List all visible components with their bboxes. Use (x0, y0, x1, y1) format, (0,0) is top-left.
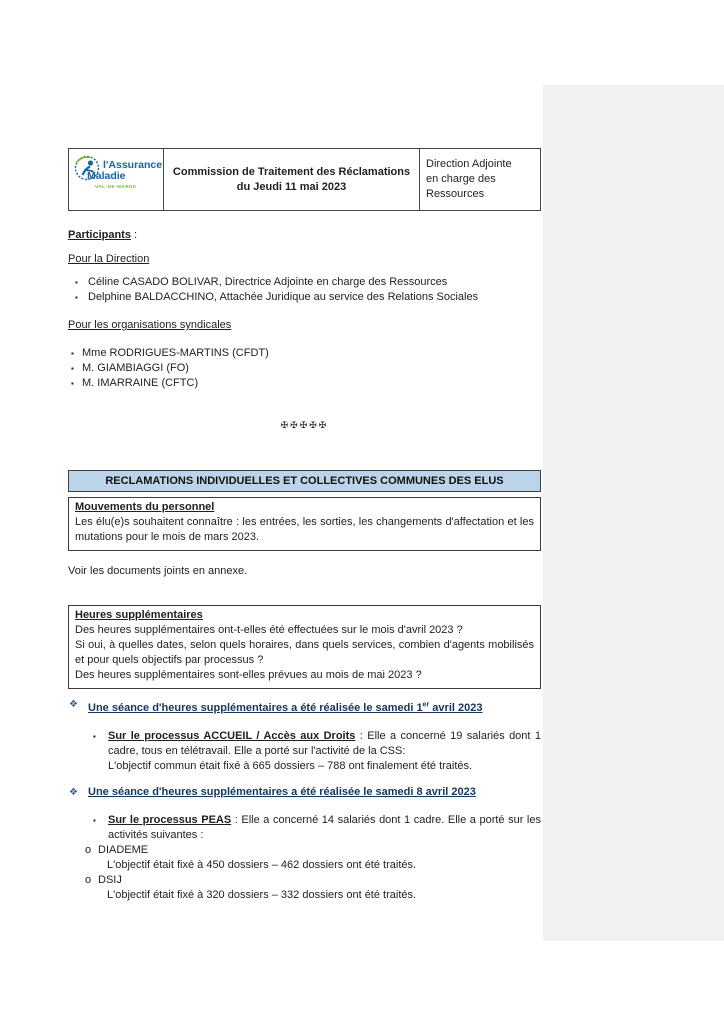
activity-objective: L'objectif était fixé à 450 dossiers – 462 dossiers ont été traités. (107, 858, 417, 871)
mouvements-title: Mouvements du personnel (75, 501, 215, 513)
square-bullet-icon: ▪ (71, 379, 74, 388)
meeting-title-line1: Commission de Traitement des Réclamations (172, 165, 411, 178)
list-item (68, 361, 541, 376)
annexe-note: Voir les documents joints en annexe. (68, 565, 248, 577)
member-name: Mme RODRIGUES-MARTINS (CFDT) (82, 347, 269, 359)
square-bullet-icon: ▪ (75, 278, 78, 287)
heures-title: Heures supplémentaires (75, 609, 203, 621)
seance2-process-text: Sur le processus PEAS : Elle a concerné 14 salariés dont 1 cadre. Elle a porté sur les activités suivantes : (108, 813, 541, 841)
heures-question-1: Des heures supplémentaires ont-t-elles été effectuées sur le mois d'avril 2023 ? (75, 624, 463, 636)
ordinal-superscript: er (422, 701, 430, 708)
activity-name-label: DIADEME (98, 843, 149, 856)
logo-brand-line1: l'Assurance (103, 159, 163, 171)
list-item (68, 290, 541, 305)
logo-cell (69, 149, 164, 210)
square-bullet-icon: ▪ (93, 815, 96, 825)
meeting-title-line2: du Jeudi 11 mai 2023 (236, 180, 347, 193)
activity-objective: L'objectif était fixé à 320 dossiers – 332 dossiers ont été traités. (107, 888, 417, 901)
list-item (68, 275, 541, 290)
direction-cell (420, 149, 539, 210)
activity-item (68, 843, 541, 858)
seance2-heading: ❖ Une séance d'heures supplémentaires a été réalisée le samedi 8 avril 2023 (69, 785, 476, 798)
maltese-cross-divider-icon: ✠✠✠✠✠ (280, 420, 329, 430)
seance1-objective: L'objectif commun était fixé à 665 dossiers – 788 ont finalement été traités. (108, 759, 473, 772)
square-bullet-icon: ▪ (71, 364, 74, 373)
unions-subheading: Pour les organisations syndicales (68, 319, 232, 331)
heures-box (68, 605, 541, 689)
direction-subheading: Pour la Direction (68, 253, 150, 265)
assurance-maladie-logo-icon (73, 153, 105, 189)
seance1-process-text: Sur le processus ACCUEIL / Accès aux Droits : Elle a concerné 19 salariés dont 1 cadre, tous en télétravail. Elle a porté sur l'activité de la CSS: (108, 729, 541, 757)
heures-question-2: Si oui, à quelles dates, selon quels horaires, dans quels services, combien d'agents mobilisés et pour quels objectifs par processus ? (75, 639, 534, 666)
diamond-bullet-icon: ❖ (69, 786, 78, 798)
list-item (68, 346, 541, 361)
square-bullet-icon: ▪ (71, 349, 74, 358)
page-edge-gray-area (543, 85, 724, 941)
circle-bullet-icon: o (85, 873, 92, 886)
seance2-process-block (68, 813, 541, 843)
participants-heading: Participants : (68, 229, 138, 241)
heures-question-3: Des heures supplémentaires sont-elles prévues au mois de mai 2023 ? (75, 669, 422, 681)
direction-line1: Direction Adjointe (426, 158, 512, 170)
union-members-list (68, 346, 541, 391)
logo-region-label: VAL-DE-MARNE (95, 184, 137, 189)
mouvements-body: Les élu(e)s souhaitent connaître : les entrées, les sorties, les changements d'affectation et les mutations pour le mois de mars 2023. (75, 516, 534, 543)
seance1-heading: ❖ Une séance d'heures supplémentaires a été réalisée le samedi 1er avril 2023 (69, 699, 483, 714)
activity-item (68, 873, 541, 888)
square-bullet-icon: ▪ (93, 731, 96, 741)
member-name: Céline CASADO BOLIVAR, Directrice Adjointe en charge des Ressources (88, 276, 448, 288)
circle-bullet-icon: o (85, 843, 92, 856)
member-name: M. GIAMBIAGGI (FO) (82, 362, 189, 374)
logo-brand-line2: Maladie (87, 170, 126, 182)
activity-name-label: DSIJ (98, 873, 122, 886)
square-bullet-icon: ▪ (75, 293, 78, 302)
diamond-bullet-icon: ❖ (69, 699, 78, 710)
meeting-title-cell (164, 149, 420, 210)
seance1-process-block (68, 729, 541, 774)
list-item (68, 376, 541, 391)
section-title-bar: RECLAMATIONS INDIVIDUELLES ET COLLECTIVES COMMUNES DES ELUS (68, 470, 541, 492)
direction-line2: en charge des Ressources (426, 173, 496, 200)
member-name: M. IMARRAINE (CFTC) (82, 377, 199, 389)
direction-members-list (68, 275, 541, 305)
member-name: Delphine BALDACCHINO, Attachée Juridique au service des Relations Sociales (88, 291, 479, 303)
header-table (68, 148, 541, 211)
document-page (68, 148, 541, 903)
mouvements-box (68, 497, 541, 551)
